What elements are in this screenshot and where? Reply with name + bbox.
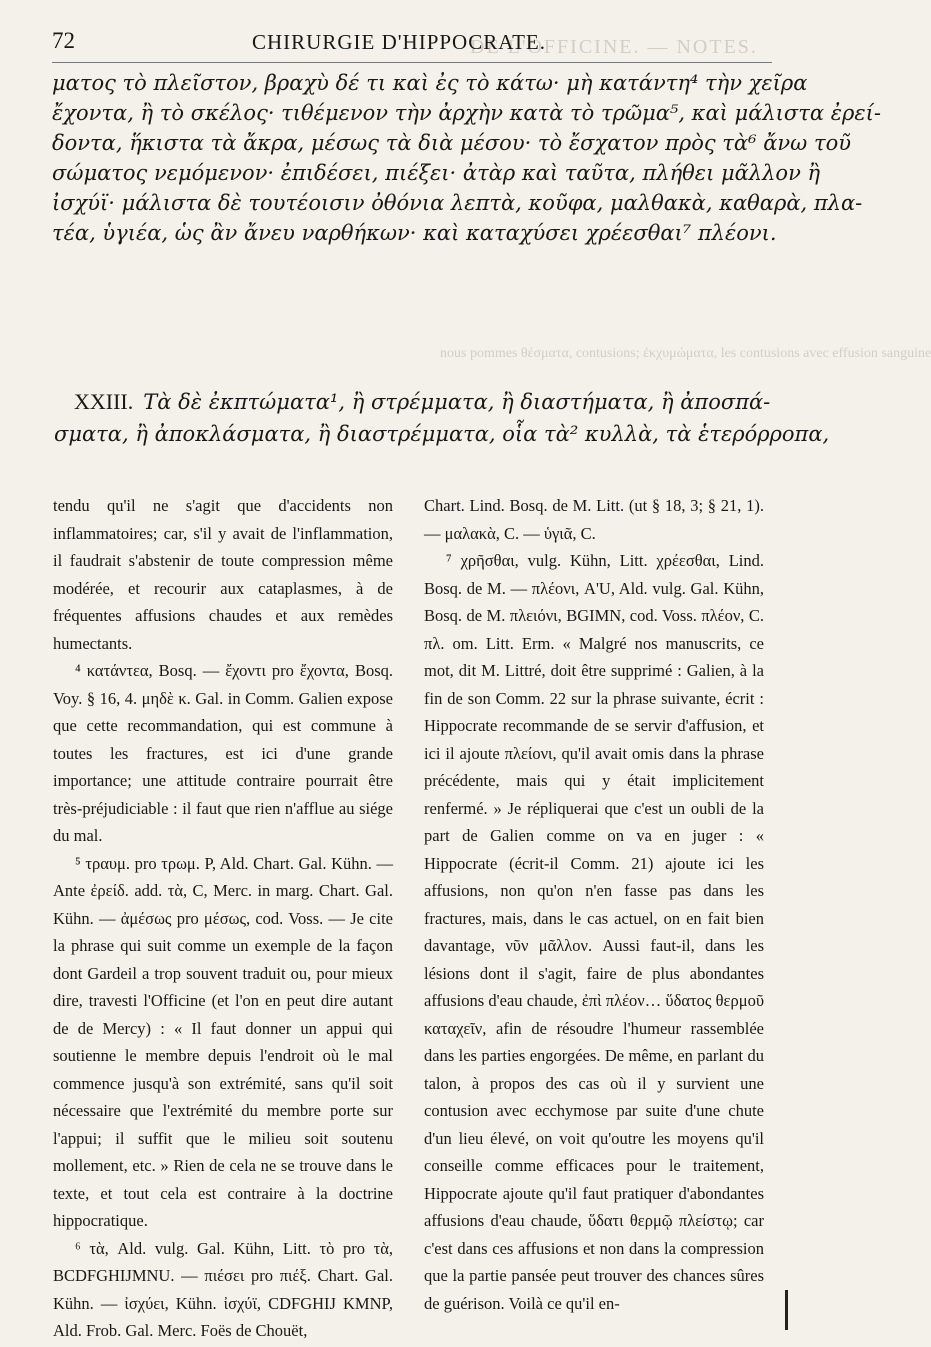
running-title: CHIRURGIE D'HIPPOCRATE. [252, 30, 546, 54]
greek-text-line: ἰσχύϊ· μάλιστα δὲ τουτέοισιν ὀθόνια λεπτὰ, κοῦφα, μαλθακὰ, καθαρὰ, πλα- [52, 191, 863, 215]
section-greek-text: Τὰ δὲ ἐκπτώματα¹, ἢ στρέμματα, ἢ διαστήματα, ἢ ἀποσπά- [143, 390, 771, 414]
greek-text-block [52, 68, 881, 248]
footnote-7: ⁷ χρῆσθαι, vulg. Kühn, Litt. χρέεσθαι, Lind. Bosq. de M. — πλέονι, A'U, Ald. vulg. Gal. Kühn, Bosq. de M. πλειόνι, BGIMN, cod. Voss. πλέον, C. πλ. om. Litt. Erm. « Malgré nos manuscrits, ce mot, dit M. Littré, doit être supprimé : Galien, à la fin de son Comm. 22 sur la phrase suivante, écrit : Hippocrate recommande de se servir d'affusion, et ici il ajoute πλείονι, qu'il avait omis dans la phrase précédente, mais qui y était implicitement renfermé. » Je répliquerai que c'est un oubli de la part de Galien comme on va en juger : « Hippocrate (écrit-il Comm. 21) ajoute ici les affusions, non qu'on n'en fasse pas dans les fractures, mais, dans le cas actuel, on en fait bien davantage, νῦν μᾶλλον. Aussi faut-il, dans les lésions dont il s'agit, faire de plus abondantes affusions d'eau chaude, ἐπὶ πλέον… ὕδατος θερμοῦ καταχεῖν, afin de résoudre l'humeur rassemblée dans les parties engorgées. De même, en parlant du talon, à propos des cas où il y survient une contusion avec ecchymose par suite d'une chute d'un lieu élevé, on voit qu'outre les moyens qu'il conseille comme efficaces pour le traitement, Hippocrate ajoute qu'il faut pratiquer d'abondantes affusions d'eau chaude, ὕδατι θερμῷ πλείστῳ; car c'est dans ces affusions et non dans la compression que la partie pansée peut trouver des chances sûres de guérison. Voilà ce qu'il en- [424, 551, 764, 1313]
show-through-text: nous pommes θέσματα, contusions; ἐκχυμώματα, les contusions avec effusion sanguine [440, 346, 931, 361]
greek-text-line: τέα, ὑγιέα, ὡς ἂν ἄνευ ναρθήκων· καὶ καταχύσει χρέεσθαι⁷ πλέονι. [52, 221, 777, 245]
greek-text-line: δοντα, ἥκιστα τὰ ἄκρα, μέσως τὰ διὰ μέσου· τὸ ἔσχατον πρὸς τὰ⁶ ἄνω τοῦ [52, 131, 851, 155]
page-number: 72 [52, 28, 75, 53]
page-header [52, 28, 772, 60]
footnote-paragraph: tendu qu'il ne s'agit que d'accidents non inflammatoires; car, s'il y avait de l'inflammation, il faudrait s'abstenir de toute compression même modérée, et recourir aux cataplasmes, à de fréquentes affusions chaudes et aux remèdes humectants. [53, 496, 393, 653]
section-heading-line [74, 386, 770, 418]
notes-column-left [53, 492, 393, 1345]
greek-text-line: ἔχοντα, ἢ τὸ σκέλος· τιθέμενον τὴν ἀρχὴν κατὰ τὸ τρῶμα⁵, καὶ μάλιστα ἐρεί- [52, 101, 881, 125]
footnote-5: ⁵ τραυμ. pro τρωμ. P, Ald. Chart. Gal. Kühn. — Ante ἐρείδ. add. τὰ, C, Merc. in marg. Chart. Gal. Kühn. — ἀμέσως pro μέσως, cod. Voss. — Je cite la phrase qui suit comme un exemple de la façon dont Gardeil a trop souvent traduit ou, pour mieux dire, travesti l'Officine (et l'on en peut dire autant de de Mercy) : « Il faut donner un appui qui soutienne le membre depuis l'endroit où le mal commence jusqu'à son extrémité, sans qu'il soit nécessaire que l'extrémité du membre porte sur l'appui; il suffit que le milieu soit soutenu mollement, etc. » Rien de cela ne se trouve dans le texte, et tout cela est contraire à la doctrine hippocratique. [53, 853, 393, 1230]
show-through-text: DE L'OFFICINE. — NOTES. [470, 36, 758, 58]
footnote-4: ⁴ κατάντεα, Bosq. — ἔχοντι pro ἔχοντα, Bosq. Voy. § 16, 4. μηδὲ κ. Gal. in Comm. Galien expose que cette recommandation, qui est commune à toutes les fractures, est ici d'une grande importance; une attitude contraire pourrait être très-préjudiciable : il faut que rien n'afflue au siége du mal. [53, 661, 393, 845]
section-heading-line: σματα, ἢ ἀποκλάσματα, ἢ διαστρέμματα, οἷα τὰ² κυλλὰ, τὰ ἑτερόρροπα, [54, 422, 830, 446]
footnote-6: ⁶ τὰ, Ald. vulg. Gal. Kühn, Litt. τὸ pro τὰ, BCDFGHIJMNU. — πιέσει pro πιέξ. Chart. Gal. Kühn. — ἰσχύει, Kühn. ἰσχύϊ, CDFGHIJ KMNP, Ald. Frob. Gal. Merc. Foës de Chouët, [53, 1238, 393, 1340]
section-numeral: XXIII. [74, 389, 134, 414]
page-edge-mark [785, 1290, 788, 1330]
greek-text-line: σώματος νεμόμενον· ἐπιδέσει, πιέξει· ἀτὰρ καὶ ταῦτα, πλήθει μᾶλλον ἢ [52, 161, 821, 185]
footnote-paragraph: Chart. Lind. Bosq. de M. Litt. (ut § 18, 3; § 21, 1). — μαλακὰ, C. — ὑγιᾶ, C. [424, 496, 764, 543]
notes-column-right [424, 492, 764, 1317]
greek-text-line: ματος τὸ πλεῖστον, βραχὺ δέ τι καὶ ἐς τὸ κάτω· μὴ κατάντη⁴ τὴν χεῖρα [52, 71, 808, 95]
section-heading [54, 386, 830, 450]
header-rule [52, 62, 772, 63]
